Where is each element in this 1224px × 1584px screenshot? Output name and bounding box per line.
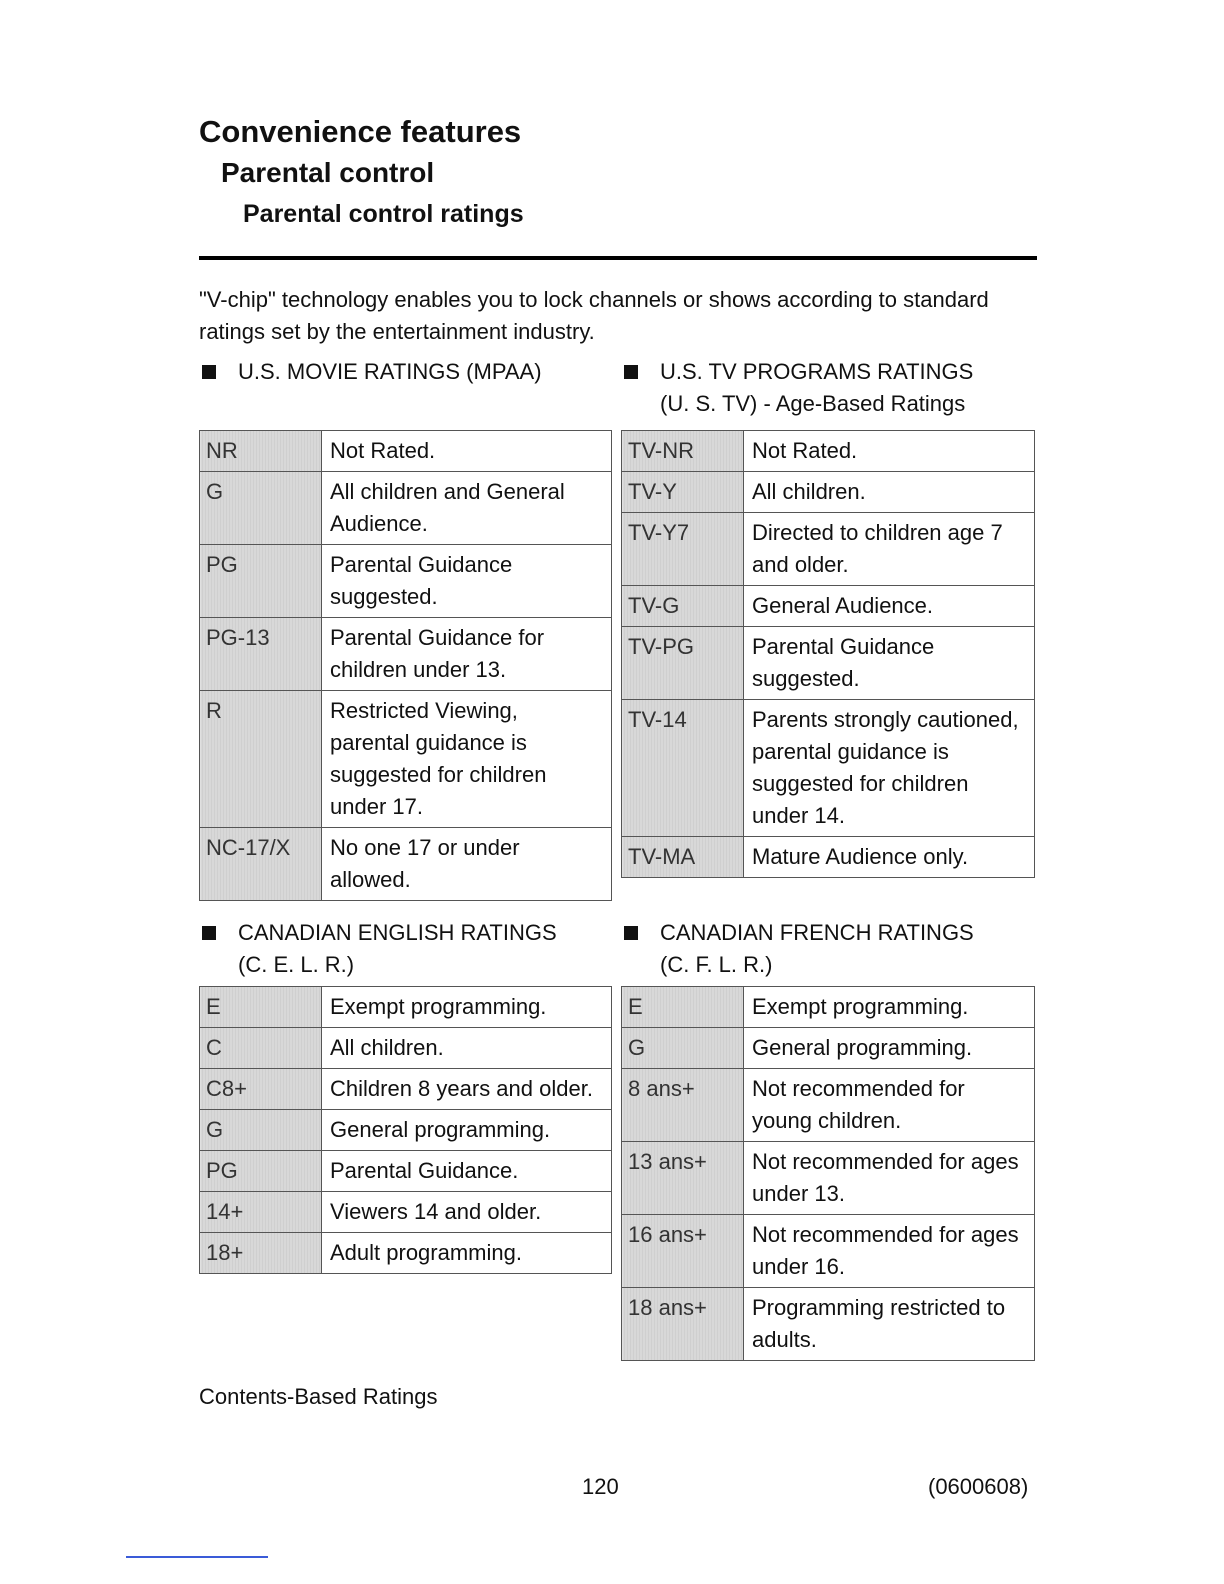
rating-description: General programming.: [744, 1028, 1035, 1069]
rating-code: TV-Y7: [622, 513, 744, 586]
rating-description: Adult programming.: [322, 1233, 612, 1274]
rating-code: R: [200, 691, 322, 828]
page-title: Convenience features: [199, 114, 522, 149]
rating-code: TV-14: [622, 700, 744, 837]
rating-code: 16 ans+: [622, 1215, 744, 1288]
table-row: [622, 1288, 1035, 1361]
table-row: [622, 987, 1035, 1028]
us-movie-ratings-table: [199, 430, 612, 901]
ca-french-ratings-table: [621, 986, 1035, 1361]
rating-code: TV-G: [622, 586, 744, 627]
ca-english-heading: [202, 917, 557, 981]
table-row: [200, 1151, 612, 1192]
rating-description: Not recommended for ages under 13.: [744, 1142, 1035, 1215]
square-bullet-icon: [624, 365, 638, 379]
bottom-divider: [126, 1556, 268, 1558]
us-tv-heading-line-2: (U. S. TV) - Age-Based Ratings: [660, 391, 966, 416]
rating-description: Parental Guidance suggested.: [744, 627, 1035, 700]
rating-description: Exempt programming.: [744, 987, 1035, 1028]
table-row: [622, 472, 1035, 513]
table-row: [622, 627, 1035, 700]
rating-code: 18+: [200, 1233, 322, 1274]
rating-description: No one 17 or under allowed.: [322, 828, 612, 901]
contents-based-ratings-label: Contents-Based Ratings: [199, 1384, 438, 1409]
table-row: [622, 1215, 1035, 1288]
rating-code: PG-13: [200, 618, 322, 691]
square-bullet-icon: [202, 365, 216, 379]
rating-code: NC-17/X: [200, 828, 322, 901]
rating-description: Not Rated.: [322, 431, 612, 472]
rating-code: 13 ans+: [622, 1142, 744, 1215]
table-row: [622, 1069, 1035, 1142]
table-row: [622, 513, 1035, 586]
rating-description: Not recommended for ages under 16.: [744, 1215, 1035, 1288]
header-rule: [199, 256, 1037, 260]
table-row: [200, 1069, 612, 1110]
section-title: Parental control ratings: [243, 200, 524, 228]
us-tv-heading-line-1: U.S. TV PROGRAMS RATINGS: [660, 359, 974, 384]
rating-code: G: [200, 1110, 322, 1151]
rating-description: Parental Guidance suggested.: [322, 545, 612, 618]
ca-english-heading-line-1: CANADIAN ENGLISH RATINGS: [238, 920, 557, 945]
table-row: [200, 472, 612, 545]
us-movie-heading: [202, 356, 542, 388]
rating-code: TV-PG: [622, 627, 744, 700]
page-number: 120: [582, 1474, 619, 1499]
table-row: [622, 586, 1035, 627]
rating-description: Programming restricted to adults.: [744, 1288, 1035, 1361]
rating-code: 8 ans+: [622, 1069, 744, 1142]
rating-description: Not recommended for young children.: [744, 1069, 1035, 1142]
page-subtitle: Parental control: [221, 157, 435, 188]
ca-english-ratings-table: [199, 986, 612, 1274]
document-code: (0600608): [928, 1474, 1029, 1499]
rating-description: Restricted Viewing, parental guidance is suggested for children under 17.: [322, 691, 612, 828]
us-movie-heading-line-1: U.S. MOVIE RATINGS (MPAA): [238, 359, 542, 384]
rating-code: PG: [200, 545, 322, 618]
square-bullet-icon: [202, 926, 216, 940]
rating-description: Directed to children age 7 and older.: [744, 513, 1035, 586]
rating-description: All children.: [744, 472, 1035, 513]
table-row: [622, 1028, 1035, 1069]
rating-code: G: [200, 472, 322, 545]
ca-french-heading-line-2: (C. F. L. R.): [660, 952, 773, 977]
table-row: [200, 431, 612, 472]
table-row: [200, 618, 612, 691]
rating-code: NR: [200, 431, 322, 472]
table-row: [200, 1110, 612, 1151]
rating-description: General Audience.: [744, 586, 1035, 627]
rating-description: Parents strongly cautioned, parental guidance is suggested for children under 14.: [744, 700, 1035, 837]
table-row: [200, 1028, 612, 1069]
rating-description: Children 8 years and older.: [322, 1069, 612, 1110]
rating-description: Not Rated.: [744, 431, 1035, 472]
rating-description: All children.: [322, 1028, 612, 1069]
us-tv-ratings-table: [621, 430, 1035, 878]
table-row: [200, 545, 612, 618]
rating-code: 14+: [200, 1192, 322, 1233]
rating-code: E: [200, 987, 322, 1028]
rating-code: C: [200, 1028, 322, 1069]
table-row: [200, 1192, 612, 1233]
rating-code: E: [622, 987, 744, 1028]
table-row: [622, 700, 1035, 837]
rating-description: All children and General Audience.: [322, 472, 612, 545]
rating-description: Parental Guidance for children under 13.: [322, 618, 612, 691]
rating-code: 18 ans+: [622, 1288, 744, 1361]
rating-code: TV-NR: [622, 431, 744, 472]
table-row: [200, 691, 612, 828]
rating-description: Viewers 14 and older.: [322, 1192, 612, 1233]
rating-code: TV-Y: [622, 472, 744, 513]
ca-french-heading: [624, 917, 974, 981]
table-row: [622, 837, 1035, 878]
us-tv-heading: [624, 356, 973, 420]
ca-english-heading-line-2: (C. E. L. R.): [238, 952, 355, 977]
rating-code: G: [622, 1028, 744, 1069]
ca-french-heading-line-1: CANADIAN FRENCH RATINGS: [660, 920, 974, 945]
table-row: [622, 1142, 1035, 1215]
table-row: [200, 828, 612, 901]
table-row: [200, 1233, 612, 1274]
square-bullet-icon: [624, 926, 638, 940]
rating-code: PG: [200, 1151, 322, 1192]
rating-description: Mature Audience only.: [744, 837, 1035, 878]
rating-description: Parental Guidance.: [322, 1151, 612, 1192]
rating-code: TV-MA: [622, 837, 744, 878]
rating-code: C8+: [200, 1069, 322, 1110]
rating-description: Exempt programming.: [322, 987, 612, 1028]
intro-text: "V-chip" technology enables you to lock channels or shows according to standard ratings set by the entertainment industry.: [199, 287, 989, 344]
table-row: [200, 987, 612, 1028]
rating-description: General programming.: [322, 1110, 612, 1151]
table-row: [622, 431, 1035, 472]
